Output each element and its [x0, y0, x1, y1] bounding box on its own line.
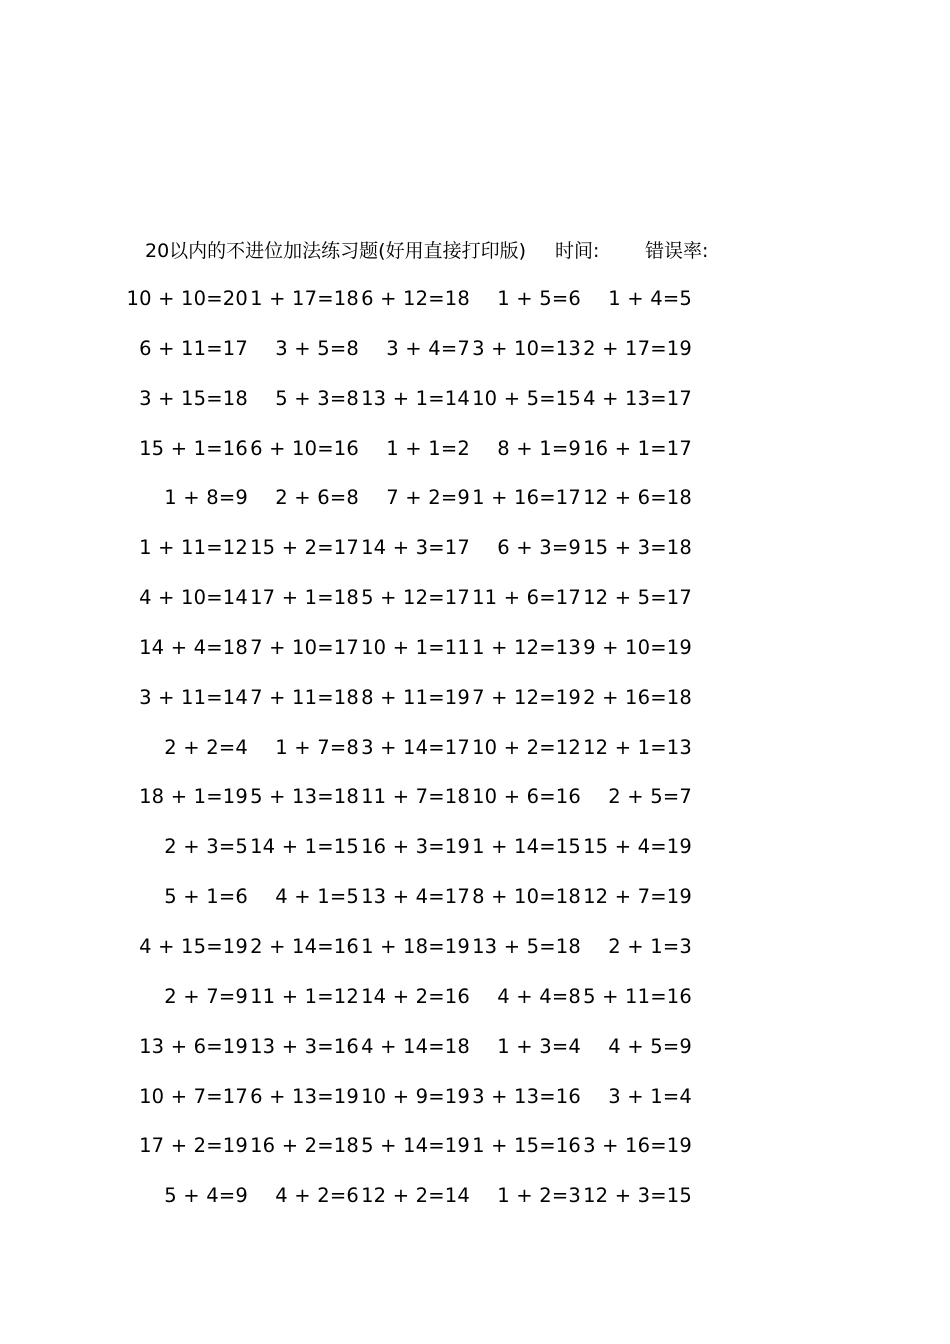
addition-problem: 7 + 12=19 — [472, 685, 581, 709]
addition-problem: 10 + 9=19 — [361, 1084, 470, 1108]
addition-problem: 1 + 18=19 — [361, 934, 470, 958]
problem-row — [139, 583, 745, 633]
addition-problem: 4 + 14=18 — [361, 1034, 470, 1058]
addition-problem: 5 + 13=18 — [250, 785, 359, 809]
time-label: 时间: — [555, 240, 600, 262]
addition-problem: 15 + 4=19 — [583, 835, 692, 859]
addition-problem: 9 + 10=19 — [583, 635, 692, 659]
addition-problem: 1 + 12=13 — [472, 635, 581, 659]
addition-problem: 10 + 5=15 — [472, 386, 581, 410]
addition-problem: 2 + 5=7 — [608, 785, 692, 809]
addition-problem: 17 + 2=19 — [139, 1134, 248, 1158]
addition-problem: 5 + 14=19 — [361, 1134, 470, 1158]
addition-problem: 1 + 1=2 — [386, 436, 470, 460]
addition-problem: 11 + 1=12 — [250, 984, 359, 1008]
addition-problem: 15 + 1=16 — [139, 436, 248, 460]
addition-problem: 12 + 3=15 — [583, 1184, 692, 1208]
addition-problem: 5 + 4=9 — [164, 1184, 248, 1208]
addition-problem: 7 + 10=17 — [250, 635, 359, 659]
addition-problem: 4 + 5=9 — [608, 1034, 692, 1058]
addition-problem: 15 + 2=17 — [250, 536, 359, 560]
addition-problem: 14 + 1=15 — [250, 835, 359, 859]
addition-problem: 14 + 3=17 — [361, 536, 470, 560]
addition-problem: 3 + 4=7 — [386, 336, 470, 360]
addition-problem: 3 + 16=19 — [583, 1134, 692, 1158]
addition-problem: 1 + 14=15 — [472, 835, 581, 859]
addition-problem: 3 + 14=17 — [361, 735, 470, 759]
addition-problem: 1 + 4=5 — [608, 287, 692, 310]
addition-problem: 10 + 10=20 — [126, 287, 248, 310]
addition-problem: 4 + 4=8 — [497, 984, 581, 1008]
addition-problem: 6 + 10=16 — [250, 436, 359, 460]
addition-problem: 10 + 1=11 — [361, 635, 470, 659]
addition-problem: 3 + 13=16 — [472, 1084, 581, 1108]
addition-problem: 1 + 8=9 — [164, 486, 248, 510]
problem-row — [145, 1181, 745, 1231]
problem-row — [139, 434, 745, 484]
addition-problem: 3 + 10=13 — [472, 336, 581, 360]
problem-row — [139, 633, 745, 683]
problem-row — [139, 932, 745, 982]
addition-problem: 5 + 3=8 — [275, 386, 359, 410]
addition-problem: 3 + 11=14 — [139, 685, 248, 709]
addition-problem: 13 + 1=14 — [361, 386, 470, 410]
addition-problem: 1 + 15=16 — [472, 1134, 581, 1158]
addition-problem: 7 + 11=18 — [250, 685, 359, 709]
addition-problem: 8 + 10=18 — [472, 885, 581, 909]
addition-problem: 7 + 2=9 — [386, 486, 470, 510]
addition-problem: 4 + 1=5 — [275, 885, 359, 909]
addition-problem: 13 + 4=17 — [361, 885, 470, 909]
addition-problem: 13 + 6=19 — [139, 1034, 248, 1058]
addition-problem: 5 + 1=6 — [164, 885, 248, 909]
problem-row — [145, 982, 745, 1032]
page-title: 20以内的不进位加法练习题(好用直接打印版) — [145, 240, 527, 262]
addition-problem: 6 + 13=19 — [250, 1084, 359, 1108]
addition-problem: 1 + 3=4 — [497, 1034, 581, 1058]
addition-problem: 14 + 4=18 — [139, 635, 248, 659]
addition-problem: 12 + 2=14 — [361, 1184, 470, 1208]
addition-problem: 13 + 5=18 — [472, 934, 581, 958]
problem-row — [139, 1032, 745, 1082]
addition-problem: 1 + 16=17 — [472, 486, 581, 510]
addition-problem: 8 + 11=19 — [361, 685, 470, 709]
addition-problem: 10 + 2=12 — [472, 735, 581, 759]
addition-problem: 10 + 7=17 — [139, 1084, 248, 1108]
addition-problem: 15 + 3=18 — [583, 536, 692, 560]
problem-grid — [126, 284, 745, 1231]
problem-row — [145, 882, 745, 932]
addition-problem: 16 + 1=17 — [583, 436, 692, 460]
problem-row — [145, 483, 745, 533]
addition-problem: 4 + 10=14 — [139, 586, 248, 610]
addition-problem: 6 + 12=18 — [361, 287, 470, 310]
addition-problem: 2 + 7=9 — [164, 984, 248, 1008]
problem-row — [139, 1131, 745, 1181]
addition-problem: 5 + 11=16 — [583, 984, 692, 1008]
addition-problem: 1 + 11=12 — [139, 536, 248, 560]
addition-problem: 12 + 5=17 — [583, 586, 692, 610]
addition-problem: 10 + 6=16 — [472, 785, 581, 809]
addition-problem: 12 + 7=19 — [583, 885, 692, 909]
addition-problem: 1 + 2=3 — [497, 1184, 581, 1208]
problem-row — [145, 733, 745, 783]
addition-problem: 2 + 14=16 — [250, 934, 359, 958]
problem-row — [139, 683, 745, 733]
addition-problem: 2 + 17=19 — [583, 336, 692, 360]
problem-row — [126, 284, 745, 334]
addition-problem: 1 + 17=18 — [250, 287, 359, 310]
addition-problem: 3 + 5=8 — [275, 336, 359, 360]
problem-row — [139, 1082, 745, 1132]
addition-problem: 1 + 7=8 — [275, 735, 359, 759]
addition-problem: 6 + 3=9 — [497, 536, 581, 560]
addition-problem: 3 + 1=4 — [608, 1084, 692, 1108]
addition-problem: 16 + 3=19 — [361, 835, 470, 859]
addition-problem: 2 + 16=18 — [583, 685, 692, 709]
addition-problem: 18 + 1=19 — [139, 785, 248, 809]
addition-problem: 11 + 6=17 — [472, 586, 581, 610]
addition-problem: 14 + 2=16 — [361, 984, 470, 1008]
addition-problem: 16 + 2=18 — [250, 1134, 359, 1158]
addition-problem: 17 + 1=18 — [250, 586, 359, 610]
problem-row — [139, 334, 745, 384]
addition-problem: 3 + 15=18 — [139, 386, 248, 410]
addition-problem: 11 + 7=18 — [361, 785, 470, 809]
addition-problem: 2 + 2=4 — [164, 735, 248, 759]
addition-problem: 6 + 11=17 — [139, 336, 248, 360]
problem-row — [139, 533, 745, 583]
addition-problem: 1 + 5=6 — [497, 287, 581, 310]
addition-problem: 4 + 2=6 — [275, 1184, 359, 1208]
addition-problem: 2 + 3=5 — [164, 835, 248, 859]
addition-problem: 5 + 12=17 — [361, 586, 470, 610]
addition-problem: 2 + 6=8 — [275, 486, 359, 510]
problem-row — [139, 384, 745, 434]
addition-problem: 8 + 1=9 — [497, 436, 581, 460]
problem-row — [139, 782, 745, 832]
addition-problem: 13 + 3=16 — [250, 1034, 359, 1058]
error-rate-label: 错误率: — [645, 240, 709, 262]
addition-problem: 2 + 1=3 — [608, 934, 692, 958]
addition-problem: 12 + 1=13 — [583, 735, 692, 759]
addition-problem: 4 + 13=17 — [583, 386, 692, 410]
addition-problem: 4 + 15=19 — [139, 934, 248, 958]
addition-problem: 12 + 6=18 — [583, 486, 692, 510]
problem-row — [145, 832, 745, 882]
